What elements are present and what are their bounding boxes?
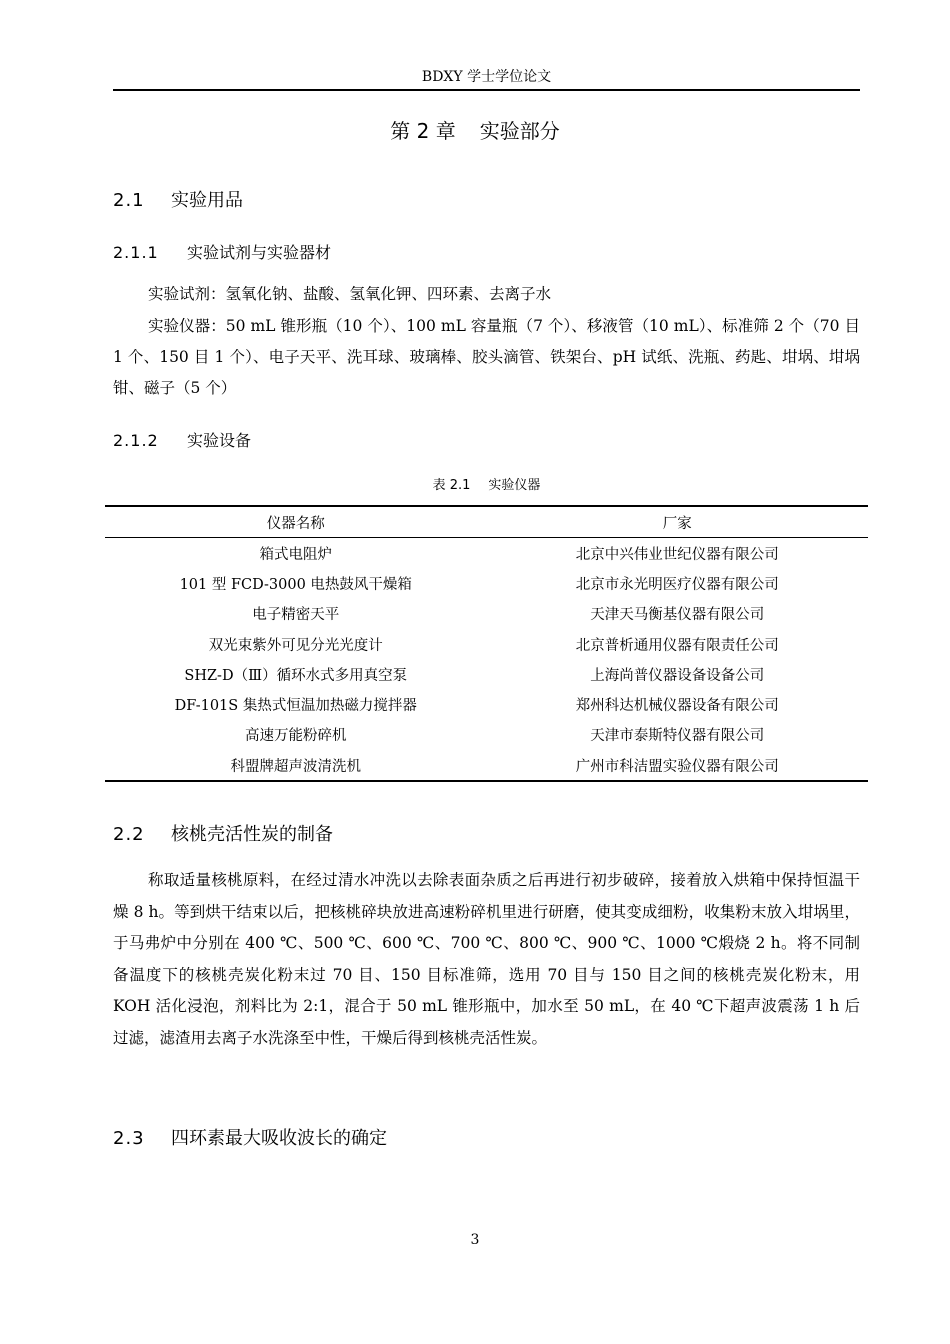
section-title: 实验设备 <box>187 431 252 450</box>
preparation-paragraph: 称取适量核桃原料，在经过清水冲洗以去除表面杂质之后再进行初步破碎，接着放入烘箱中保持恒温干燥 8 h。等到烘干结束以后，把核桃碎块放进高速粉碎机里进行研磨，使其变成细粉，收集粉末放入坩埚里，于马弗炉中分别在 400 ℃、500 ℃、600 ℃、700 ℃、800 ℃、900 ℃、1000 ℃煅烧 2 h。将不同制备温度下的核桃壳炭化粉末过 70 目、150 目标准筛，选用 70 目与 150 目之间的核桃壳炭化粉末，用 KOH 活化浸泡，剂料比为 2:1，混合于 50 mL 锥形瓶中，加水至 50 mL，在 40 ℃下超声波震荡 1 h 后过滤，滤渣用去离子水洗涤至中性，干燥后得到核桃壳活性炭。 <box>113 871 860 1047</box>
section-number: 2.1.2 <box>113 431 159 450</box>
instrument-cell: SHZ-D（Ⅲ）循环水式多用真空泵 <box>184 667 408 684</box>
page-number: 3 <box>470 1232 480 1248</box>
instruments-paragraph: 实验仪器：50 mL 锥形瓶（10 个）、100 mL 容量瓶（7 个）、移液管（10 mL）、标准筛 2 个（70 目 1 个、150 目 1 个）、电子天平、洗耳球、玻璃棒、胶头滴管、铁架台、pH 试纸、洗瓶、药匙、坩埚、坩埚钳、磁子（5 个） <box>113 317 860 397</box>
reagents-paragraph: 实验试剂：氢氧化钠、盐酸、氢氧化钾、四环素、去离子水 <box>148 285 552 303</box>
manufacturer-cell: 郑州科达机械仪器设备有限公司 <box>575 698 779 715</box>
section-heading-2-1-2 <box>113 428 251 454</box>
section-heading-2-2 <box>113 821 333 849</box>
section-title: 实验用品 <box>171 190 243 211</box>
manufacturer-cell: 天津市泰斯特仪器有限公司 <box>590 728 765 745</box>
section-title: 核桃壳活性炭的制备 <box>171 824 333 845</box>
section-heading-2-3 <box>113 1125 387 1153</box>
instrument-cell: 101 型 FCD-3000 电热鼓风干燥箱 <box>179 576 412 593</box>
section-title: 四环素最大吸收波长的确定 <box>171 1128 387 1149</box>
manufacturer-cell: 北京中兴伟业世纪仪器有限公司 <box>575 546 779 563</box>
instrument-cell: 箱式电阻炉 <box>259 546 332 563</box>
instruments-table <box>105 505 868 782</box>
section-number: 2.3 <box>113 1128 145 1149</box>
table-row <box>105 599 868 629</box>
table-header-row <box>105 506 868 538</box>
instrument-cell: 双光束紫外可见分光光度计 <box>208 637 383 654</box>
instrument-cell: DF-101S 集热式恒温加热磁力搅拌器 <box>174 698 417 715</box>
instrument-cell: 科盟牌超声波清洗机 <box>105 750 487 781</box>
instrument-cell: 电子精密天平 <box>252 607 340 624</box>
instrument-cell: 高速万能粉碎机 <box>245 728 347 745</box>
manufacturer-cell: 天津天马衡基仪器有限公司 <box>590 607 765 624</box>
chapter-name: 实验部分 <box>479 119 560 143</box>
table-row <box>105 689 868 719</box>
section-heading-2-1 <box>113 187 243 215</box>
manufacturer-cell: 北京普析通用仪器有限责任公司 <box>575 637 779 654</box>
table-row <box>105 568 868 598</box>
section-heading-2-1-1 <box>113 240 331 266</box>
section-number: 2.1.1 <box>113 243 159 262</box>
column-header-manufacturer: 厂家 <box>487 506 869 538</box>
table-row <box>105 720 868 750</box>
table-row <box>105 659 868 689</box>
table-row <box>105 538 868 569</box>
page-header: BDXY 学士学位论文 <box>113 65 860 91</box>
section-number: 2.1 <box>113 190 145 211</box>
table-caption <box>105 476 868 496</box>
table-caption-number: 表 2.1 <box>432 478 471 493</box>
table-row <box>105 750 868 781</box>
table-caption-title: 实验仪器 <box>488 478 541 493</box>
column-header-instrument: 仪器名称 <box>105 506 487 538</box>
section-title: 实验试剂与实验器材 <box>187 243 332 262</box>
manufacturer-cell: 广州市科洁盟实验仪器有限公司 <box>487 750 869 781</box>
chapter-title <box>0 116 950 146</box>
chapter-number: 第 2 章 <box>390 119 456 143</box>
manufacturer-cell: 北京市永光明医疗仪器有限公司 <box>575 576 779 593</box>
section-number: 2.2 <box>113 824 145 845</box>
table-row <box>105 629 868 659</box>
manufacturer-cell: 上海尚普仪器设备设备公司 <box>590 667 765 684</box>
